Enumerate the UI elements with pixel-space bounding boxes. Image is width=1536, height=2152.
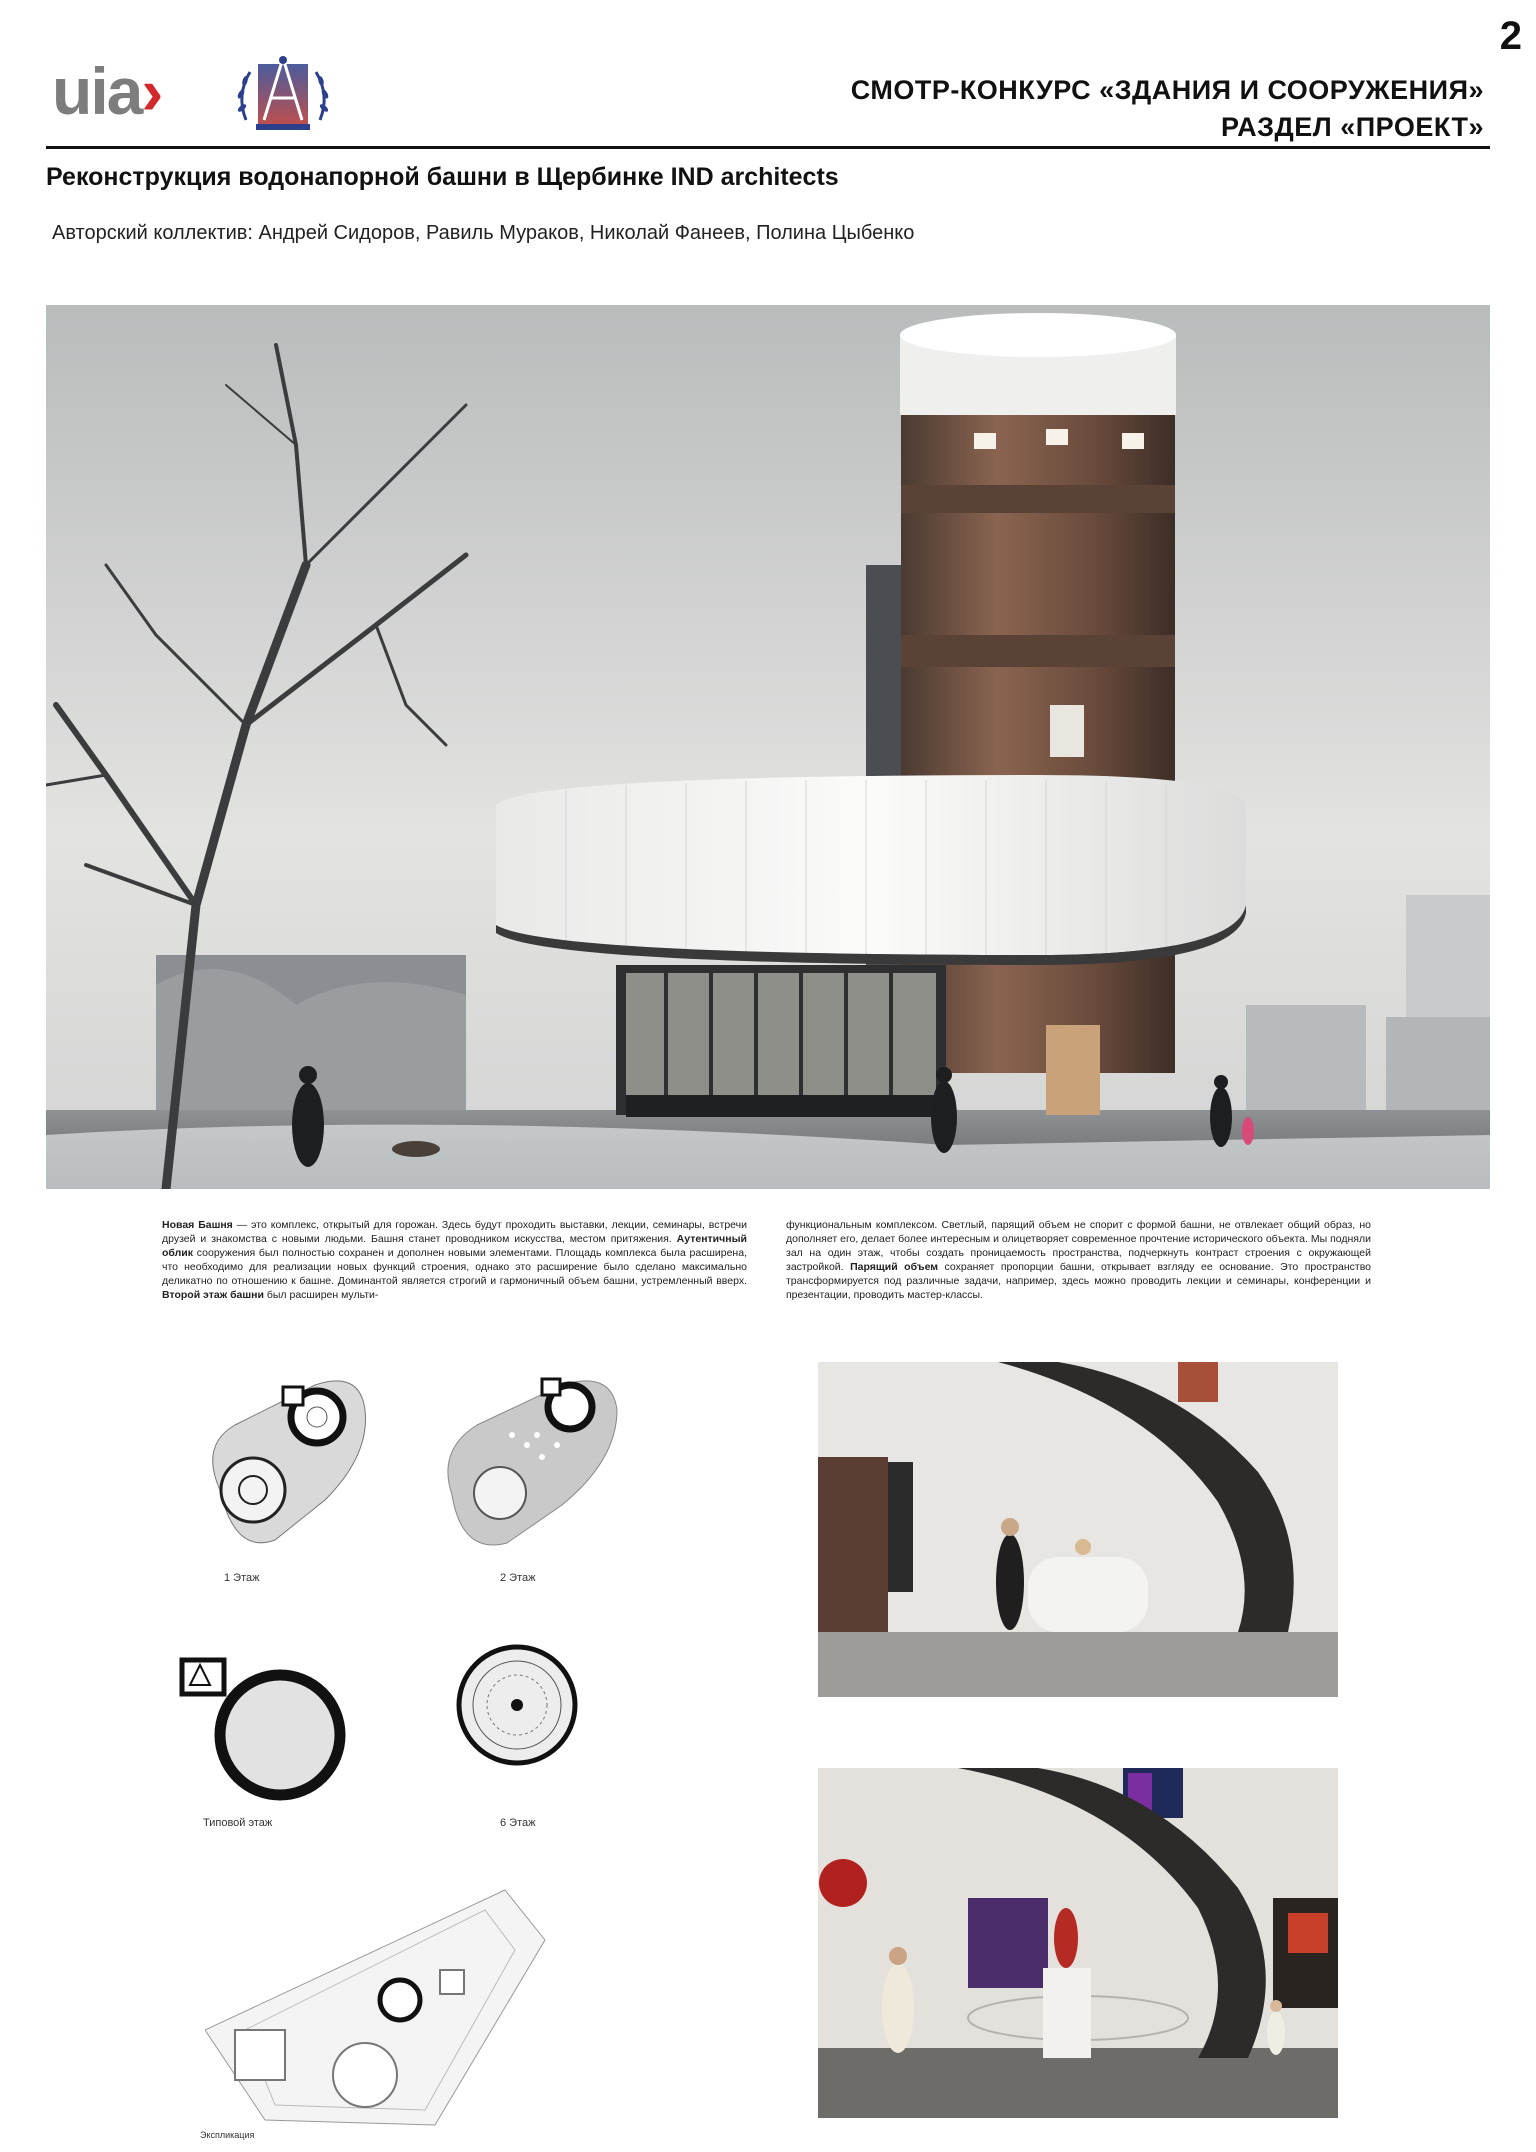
gallery-render <box>818 1768 1338 2118</box>
contest-line-2: РАЗДЕЛ «ПРОЕКТ» <box>1221 112 1484 142</box>
desc-text-2: сооружения был полностью сохранен и дополнен новыми элементами. Площадь комплекса была расширена, что необходимо для реализации новых функций строения, однако это расширение было сделано максимально деликатно по отношению к башне. Доминантой является строгий и гармоничный объем башни, устремленный вверх. <box>162 1247 747 1287</box>
description-column-2 <box>786 1218 1371 1302</box>
plan-label-floor-6: 6 Этаж <box>500 1817 536 1829</box>
plan-label-typical-floor: Типовой этаж <box>203 1817 273 1829</box>
authors-line: Авторский коллектив: Андрей Сидоров, Равиль Мураков, Николай Фанеев, Полина Цыбенко <box>52 222 915 244</box>
desc-bold-second-floor: Второй этаж башни <box>162 1289 264 1301</box>
floor-1-plan <box>195 1365 395 1565</box>
desc-bold-authentic: Аутентичный облик <box>162 1233 747 1259</box>
floor-6-plan <box>452 1640 582 1770</box>
header-divider <box>46 146 1490 149</box>
hero-rendering <box>46 305 1490 1189</box>
site-plan <box>205 1880 565 2140</box>
water-tower-exterior-render <box>46 305 1490 1189</box>
typical-floor-plan <box>170 1640 370 1820</box>
interior-photo-reception <box>818 1362 1338 1697</box>
desc-text-1: — это комплекс, открытый для горожан. Здесь будут проходить выставки, лекции, семинары, встречи друзей и знакомства с новыми людьми. Башня станет проводником искусства, местом притяжения. <box>162 1219 747 1245</box>
project-title: Реконструкция водонапорной башни в Щербинке IND architects <box>46 163 839 191</box>
contest-line-1: СМОТР-КОНКУРС «ЗДАНИЯ И СООРУЖЕНИЯ» <box>850 75 1484 105</box>
reception-render <box>818 1362 1338 1697</box>
description-column-1 <box>162 1218 747 1302</box>
uia-logo-arrow: › <box>141 54 162 128</box>
uia-logo <box>52 54 162 128</box>
desc-text-4: функциональным комплексом. Светлый, парящий объем не спорит с формой башни, не отвлекает общий образ, но дополняет его, делает более интересным и олицетворяет современное прочтение исторического объекта. Мы подняли зал на один этаж, чтобы создать проницаемость пространства, подчеркнуть контраст строения с окружающей застройкой. <box>786 1219 1371 1273</box>
desc-text-5: сохраняет пропорции башни, открывает взгляду ее основание. Это пространство трансформируется под различные задачи, например, здесь можно проводить лекции и семинары, конференции и презентации, проводить мастер-классы. <box>786 1261 1371 1301</box>
desc-bold-new-tower: Новая Башня <box>162 1219 233 1231</box>
plan-label-floor-1: 1 Этаж <box>224 1572 260 1584</box>
contest-heading <box>851 72 1484 146</box>
floor-2-plan <box>432 1365 632 1565</box>
page-number: 2 <box>1499 14 1522 58</box>
desc-text-3: был расширен мульти- <box>263 1289 379 1301</box>
union-architects-emblem-icon <box>228 50 338 140</box>
plan-label-floor-2: 2 Этаж <box>500 1572 536 1584</box>
uia-logo-text: uia <box>52 54 142 128</box>
plan-label-site: Экспликация <box>200 2130 255 2140</box>
desc-bold-floating-volume: Парящий объем <box>850 1261 939 1273</box>
interior-photo-gallery <box>818 1768 1338 2118</box>
